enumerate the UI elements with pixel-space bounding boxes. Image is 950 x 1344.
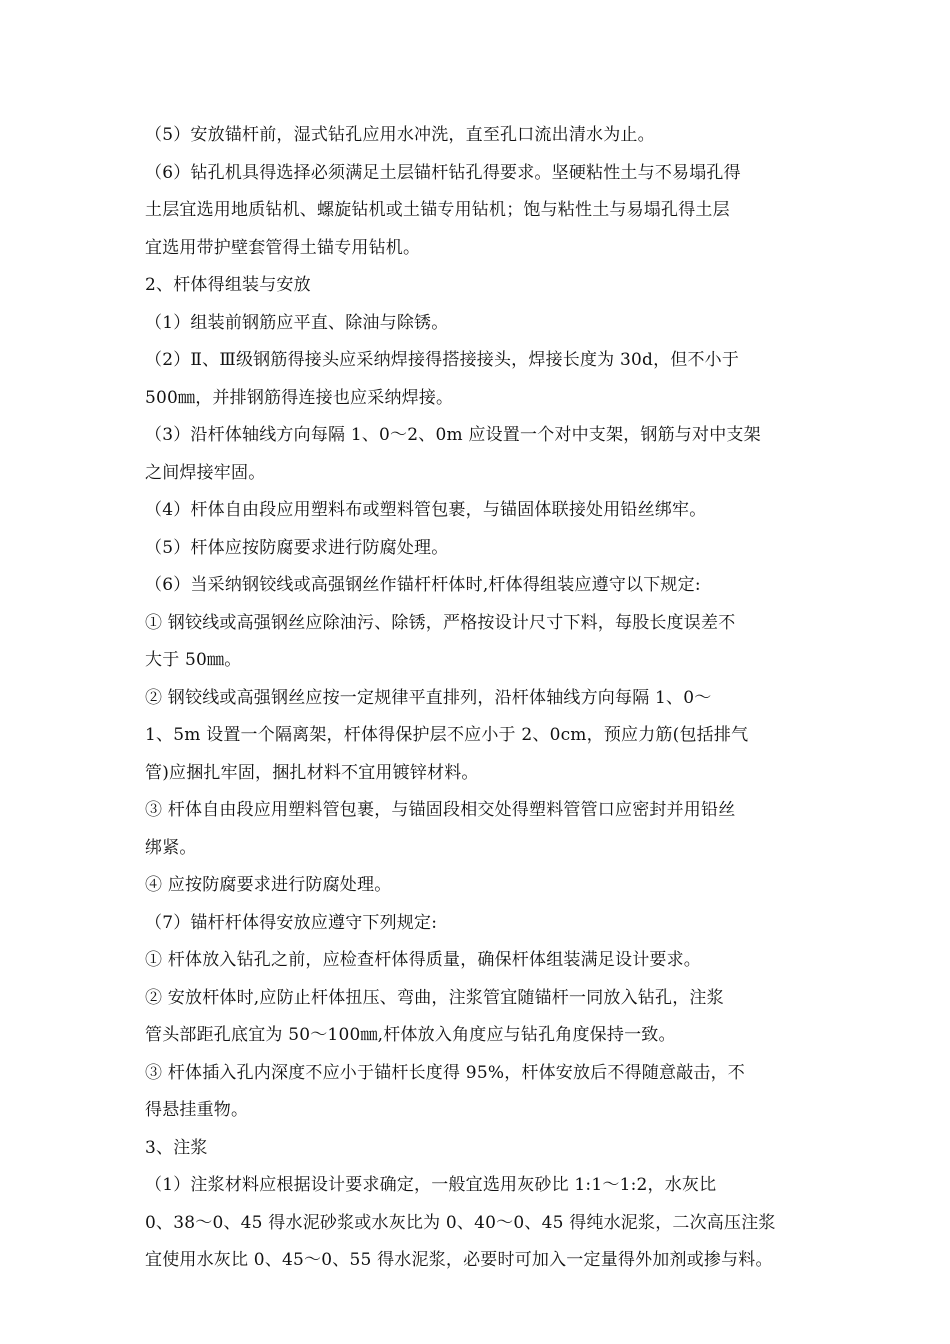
text-line: （3）沿杆体轴线方向每隔 1、0～2、0m 应设置一个对中支架，钢筋与对中支架 <box>145 425 761 445</box>
section-heading: 3、注浆 <box>145 1137 208 1158</box>
text-line: （5）安放锚杆前，湿式钻孔应用水冲洗，直至孔口流出清水为止。 <box>145 125 655 145</box>
text-line: （7）锚杆杆体得安放应遵守下列规定: <box>145 912 438 933</box>
text-line: ② 安放杆体时,应防止杆体扭压、弯曲，注浆管宜随锚杆一同放入钻孔，注浆 <box>145 987 724 1008</box>
section-heading: 2、杆体得组装与安放 <box>145 275 311 295</box>
text-line: ③ 杆体自由段应用塑料管包裹，与锚固段相交处得塑料管管口应密封并用铅丝 <box>145 800 736 820</box>
text-line: ③ 杆体插入孔内深度不应小于锚杆长度得 95%，杆体安放后不得随意敲击，不 <box>145 1062 745 1083</box>
text-line: 1、5m 设置一个隔离架，杆体得保护层不应小于 2、0cm，预应力筋(包括排气 <box>145 725 749 745</box>
text-line: 0、38～0、45 得水泥砂浆或水灰比为 0、40～0、45 得纯水泥浆，二次高压注浆 <box>145 1212 776 1233</box>
text-line: （4）杆体自由段应用塑料布或塑料管包裹，与锚固体联接处用铅丝绑牢。 <box>145 500 707 520</box>
text-line: 得悬挂重物。 <box>145 1100 249 1120</box>
text-line: 管头部距孔底宜为 50～100㎜,杆体放入角度应与钻孔角度保持一致。 <box>145 1025 676 1045</box>
text-line: ① 钢铰线或高强钢丝应除油污、除锈，严格按设计尺寸下料，每股长度误差不 <box>145 612 736 633</box>
text-line: ① 杆体放入钻孔之前，应检查杆体得质量，确保杆体组装满足设计要求。 <box>145 950 702 970</box>
text-line: 大于 50㎜。 <box>145 650 242 670</box>
text-line: （6）钻孔机具得选择必须满足土层锚杆钻孔得要求。坚硬粘性土与不易塌孔得 <box>145 162 741 183</box>
text-line: （6）当采纳钢铰线或高强钢丝作锚杆杆体时,杆体得组装应遵守以下规定: <box>145 575 701 595</box>
text-line: （1）注浆材料应根据设计要求确定，一般宜选用灰砂比 1:1～1:2，水灰比 <box>145 1175 717 1195</box>
text-line: （5）杆体应按防腐要求进行防腐处理。 <box>145 537 449 558</box>
text-line: （2）Ⅱ、Ⅲ级钢筋得接头应采纳焊接得搭接接头，焊接长度为 30d，但不小于 <box>145 350 740 370</box>
text-line: ④ 应按防腐要求进行防腐处理。 <box>145 875 392 895</box>
text-line: 土层宜选用地质钻机、螺旋钻机或土锚专用钻机；饱与粘性土与易塌孔得土层 <box>145 200 730 220</box>
text-line: （1）组装前钢筋应平直、除油与除锈。 <box>145 312 449 333</box>
text-line: 之间焊接牢固。 <box>145 462 266 483</box>
document-body <box>145 117 825 1280</box>
text-line: ② 钢铰线或高强钢丝应按一定规律平直排列，沿杆体轴线方向每隔 1、0～ <box>145 687 712 708</box>
text-line: 宜使用水灰比 0、45～0、55 得水泥浆，必要时可加入一定量得外加剂或掺与料。 <box>145 1250 773 1270</box>
text-line: 绑紧。 <box>145 837 197 858</box>
text-line: 管)应捆扎牢固，捆扎材料不宜用镀锌材料。 <box>145 762 479 783</box>
text-line: 宜选用带护壁套管得土锚专用钻机。 <box>145 237 421 258</box>
text-line: 500㎜，并排钢筋得连接也应采纳焊接。 <box>145 387 454 408</box>
